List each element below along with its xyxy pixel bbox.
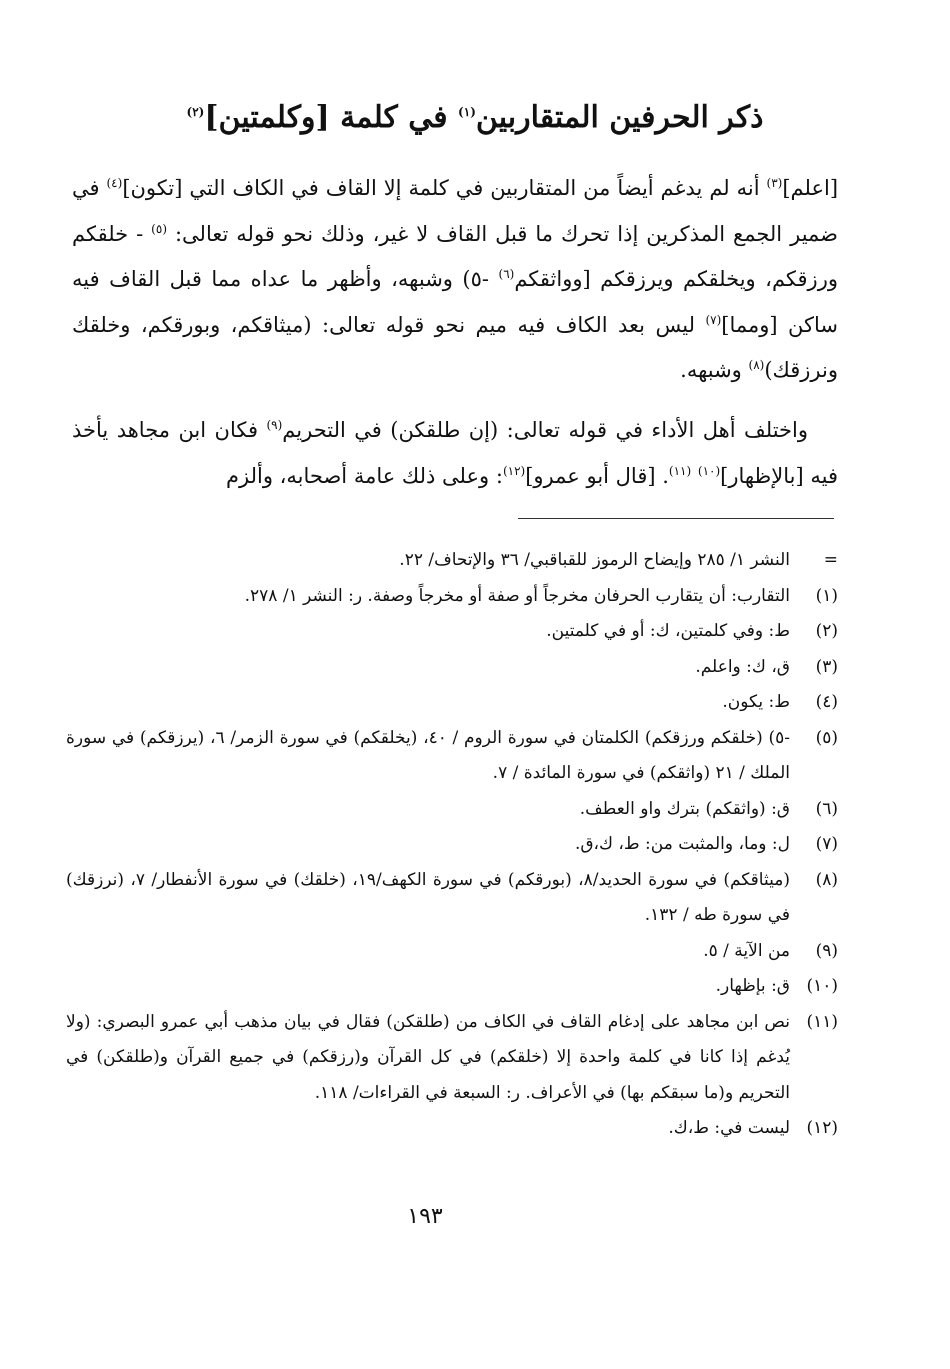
section-heading bbox=[60, 96, 890, 140]
footnote-text: من الآية / ٥. bbox=[703, 940, 790, 961]
main-paragraph-1 bbox=[72, 166, 838, 394]
footnote-item bbox=[66, 969, 838, 1005]
continuation-note bbox=[66, 543, 838, 579]
main-paragraph-2 bbox=[72, 408, 838, 499]
footnote-item bbox=[66, 650, 838, 686]
footnote-ref-6: (٦) bbox=[498, 267, 515, 281]
footnote-ref-8: (٨) bbox=[748, 358, 765, 372]
page-number: ١٩٣ bbox=[407, 1204, 443, 1229]
para1-seg-3: في ضمير الجمع المذكرين إذا تحرك ما قبل القاف لا غير، وذلك نحو قوله تعالى: bbox=[72, 176, 839, 246]
heading-footnote-ref-1: (١) bbox=[458, 105, 476, 119]
footnote-text: ط: وفي كلمتين، ك: أو في كلمتين. bbox=[546, 621, 790, 641]
footnote-separator bbox=[518, 518, 834, 519]
footnote-number: (١١) bbox=[806, 1011, 838, 1032]
footnote-ref-11: (١١) bbox=[668, 463, 692, 478]
footnote-number: (١٠) bbox=[806, 976, 838, 996]
footnote-text: ق، ك: واعلم. bbox=[695, 656, 790, 677]
footnote-text: التقارب: أن يتقارب الحرفان مخرجاً أو صفة أو مخرجاً وصفة. ر: النشر ١/ ٢٧٨. bbox=[244, 585, 790, 606]
footnote-item bbox=[66, 934, 838, 970]
para2-seg-4: : وعلى ذلك عامة أصحابه، وألزم bbox=[226, 463, 503, 488]
footnote-ref-10: (١٠) bbox=[697, 463, 721, 478]
footnote-number: (١٢) bbox=[806, 1118, 838, 1138]
para1-seg-2: أنه لم يدغم أيضاً من المتقاربين في كلمة إلا القاف في الكاف التي [تكون] bbox=[122, 176, 767, 200]
para1-seg-5: -٥) وشبهه، وأظهر ما عداه مما قبل القاف فيه ساكن [ومما] bbox=[72, 267, 839, 337]
footnote-ref-5: (٥) bbox=[151, 221, 167, 236]
continuation-marker: = bbox=[823, 550, 838, 570]
footnote-number: (١) bbox=[815, 585, 838, 606]
footnote-number: (٢) bbox=[815, 621, 838, 641]
para1-seg-1: [اعلم] bbox=[782, 176, 839, 200]
continuation-text: النشر ١/ ٢٨٥ وإيضاح الرموز للقباقبي/ ٣٦ والإتحاف/ ٢٢. bbox=[399, 550, 790, 570]
footnote-item bbox=[66, 579, 838, 615]
footnotes-section bbox=[66, 543, 838, 1147]
footnote-item bbox=[66, 721, 838, 792]
footnote-ref-7: (٧) bbox=[705, 312, 722, 327]
footnote-item bbox=[66, 1005, 838, 1112]
footnote-text: ق: (واثقكم) بترك واو العطف. bbox=[579, 798, 790, 819]
footnote-item bbox=[66, 685, 838, 721]
para2-seg-3: . [قال أبو عمرو] bbox=[525, 463, 669, 488]
para1-seg-7: وشبهه. bbox=[680, 358, 749, 382]
para2-seg-2: فكان ابن مجاهد يأخذ فيه [بالإظهار] bbox=[72, 418, 838, 488]
footnote-number: (٨) bbox=[815, 869, 838, 890]
footnote-item bbox=[66, 1111, 838, 1147]
heading-footnote-ref-2: (٢) bbox=[186, 105, 205, 119]
footnote-text: ل: وما، والمثبت من: ط، ك،ق. bbox=[574, 834, 790, 854]
para1-seg-4: - خلقكم ورزقكم، ويخلقكم ويرزقكم [وواثقكم bbox=[72, 221, 838, 291]
footnote-item bbox=[66, 614, 838, 650]
footnote-text: ط: يكون. bbox=[722, 692, 790, 712]
footnote-number: (٩) bbox=[815, 940, 838, 961]
footnote-text: ليست في: ط،ك. bbox=[668, 1118, 790, 1138]
footnote-item bbox=[66, 792, 838, 828]
footnote-ref-12: (١٢) bbox=[502, 463, 526, 478]
footnote-ref-4: (٤) bbox=[106, 176, 123, 190]
heading-text-a: ذكر الحرفين المتقاربين bbox=[475, 100, 764, 135]
footnote-ref-3: (٣) bbox=[766, 176, 783, 190]
footnote-number: (٧) bbox=[815, 834, 838, 854]
footnote-item bbox=[66, 863, 838, 934]
para2-seg-1: واختلف أهل الأداء في قوله تعالى: (إن طلقكن) في التحريم bbox=[282, 418, 808, 442]
footnote-number: (٤) bbox=[815, 692, 838, 712]
heading-text-b: في كلمة [وكلمتين] bbox=[204, 100, 448, 135]
footnote-ref-9: (٩) bbox=[266, 418, 283, 432]
footnote-text: -٥) (خلقكم ورزقكم) الكلمتان في سورة الروم / ٤٠، (يخلقكم) في سورة الزمر/ ٦، (يرزقكم) في سورة الملك / ٢١ (واثقكم) في سورة المائدة / ٧. bbox=[66, 727, 790, 783]
footnote-number: (٦) bbox=[815, 798, 838, 819]
footnote-item bbox=[66, 827, 838, 863]
footnote-text: ق: بإظهار. bbox=[715, 976, 790, 996]
para1-seg-6: ليس بعد الكاف فيه ميم نحو قوله تعالى: (ميثاقكم، وبورقكم، وخلقك ونرزقك) bbox=[72, 312, 838, 382]
footnote-number: (٣) bbox=[815, 656, 838, 677]
footnote-text: (ميثاقكم) في سورة الحديد/٨، (بورقكم) في سورة الكهف/١٩، (خلقك) في سورة الأنفطار/ ٧، (نرزقك) في سورة طه / ١٣٢. bbox=[66, 869, 790, 925]
footnote-number: (٥) bbox=[815, 727, 838, 748]
footnote-text: نص ابن مجاهد على إدغام القاف في الكاف من (طلقكن) فقال في بيان مذهب أبي عمرو البصري: (ولا يُدغم إذا كانا في كلمة واحدة إلا (خلقكم) في كل القرآن و(رزقكم) في جميع القرآن و(طلقكن) في التحريم و(ما سبقكم بها) في الأعراف. ر: السبعة في القراءات/ ١١٨. bbox=[66, 1011, 790, 1103]
